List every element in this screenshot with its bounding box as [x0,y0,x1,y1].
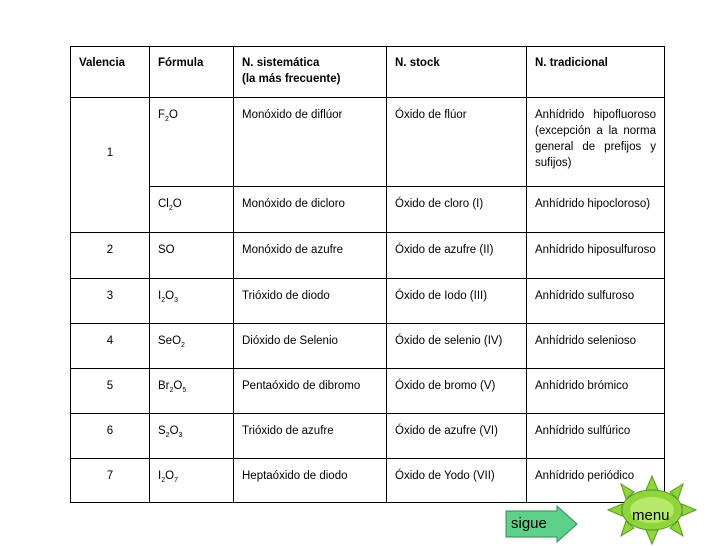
cell-stock: Óxido de azufre (VI) [387,414,527,459]
cell-formula [150,98,234,187]
header-row [71,47,665,98]
table-row [71,98,665,187]
cell-tradicional: Anhídrido sulfúrico [527,414,665,459]
formula-part: I [158,290,162,302]
table-row [71,279,665,324]
formula-part: O [168,109,178,121]
menu-button[interactable] [604,474,700,546]
header-valencia: Valencia [71,47,150,98]
sigue-button[interactable] [505,505,578,543]
formula-sub: 2 [161,297,166,304]
cell-stock: Óxido de Yodo (VII) [387,459,527,503]
header-sistematica-line1: N. sistemática [242,57,320,69]
formula-sub: 2 [165,432,170,439]
table-row [71,187,665,233]
formula-part: O [165,290,175,302]
formula-sub: 2 [161,477,166,484]
cell-sistematica: Monóxido de dicloro [234,187,387,233]
formula-part: SO [158,244,175,256]
cell-valencia: 1 [71,98,150,233]
cell-sistematica: Monóxido de diflúor [234,98,387,187]
formula-part: I [158,470,162,482]
cell-valencia: 4 [71,324,150,369]
cell-stock: Óxido de selenio (IV) [387,324,527,369]
header-tradicional: N. tradicional [527,47,665,98]
header-sistematica-line2: (la más frecuente) [242,73,341,85]
cell-valencia: 7 [71,459,150,503]
cell-tradicional: Anhídrido sulfuroso [527,279,665,324]
formula-sub: 5 [182,387,187,394]
formula-sub: 2 [168,205,173,212]
cell-stock: Óxido de azufre (II) [387,233,527,279]
cell-formula [150,233,234,279]
cell-tradicional: Anhídrido periódico [527,459,665,503]
header-sistematica [234,47,387,98]
cell-sistematica: Heptaóxido de diodo [234,459,387,503]
cell-tradicional: Anhídrido hipofluoroso (excepción a la norma general de prefijos y sufijos) [527,98,665,187]
formula-part: Cl [158,198,169,210]
formula-sub: 2 [169,387,174,394]
cell-formula [150,324,234,369]
cell-formula [150,414,234,459]
header-stock: N. stock [387,47,527,98]
formula-part: O [172,198,182,210]
cell-tradicional: Anhídrido hipocloroso) [527,187,665,233]
cell-sistematica: Pentaóxido de dibromo [234,369,387,414]
cell-stock: Óxido de bromo (V) [387,369,527,414]
cell-tradicional: Anhídrido hiposulfuroso [527,233,665,279]
cell-stock: Óxido de Iodo (III) [387,279,527,324]
cell-stock: Óxido de flúor [387,98,527,187]
menu-label: menu [632,507,670,524]
cell-stock: Óxido de cloro (I) [387,187,527,233]
table-row [71,414,665,459]
table-row [71,369,665,414]
header-formula: Fórmula [150,47,234,98]
cell-valencia: 2 [71,233,150,279]
cell-sistematica: Monóxido de azufre [234,233,387,279]
formula-part: O [169,425,179,437]
formula-part: O [165,470,175,482]
cell-tradicional: Anhídrido brómico [527,369,665,414]
formula-part: F [158,109,166,121]
formula-part: SeO [158,335,182,347]
table-row [71,459,665,503]
cell-formula [150,279,234,324]
cell-tradicional: Anhídrido selenioso [527,324,665,369]
formula-sub: 7 [174,477,178,484]
cell-sistematica: Trióxido de azufre [234,414,387,459]
formula-part: S [158,425,166,437]
cell-valencia: 3 [71,279,150,324]
table-row [71,324,665,369]
oxides-table [70,46,665,503]
formula-sub: 3 [174,297,178,304]
formula-sub: 2 [181,342,185,349]
formula-part: O [173,380,183,392]
sigue-label: sigue [511,515,547,532]
cell-formula [150,459,234,503]
formula-part: Br [158,380,170,392]
table-row [71,233,665,279]
formula-sub: 2 [165,116,169,123]
formula-sub: 3 [178,432,183,439]
cell-formula [150,369,234,414]
cell-sistematica: Trióxido de diodo [234,279,387,324]
cell-valencia: 6 [71,414,150,459]
cell-sistematica: Dióxido de Selenio [234,324,387,369]
cell-valencia: 5 [71,369,150,414]
cell-formula [150,187,234,233]
